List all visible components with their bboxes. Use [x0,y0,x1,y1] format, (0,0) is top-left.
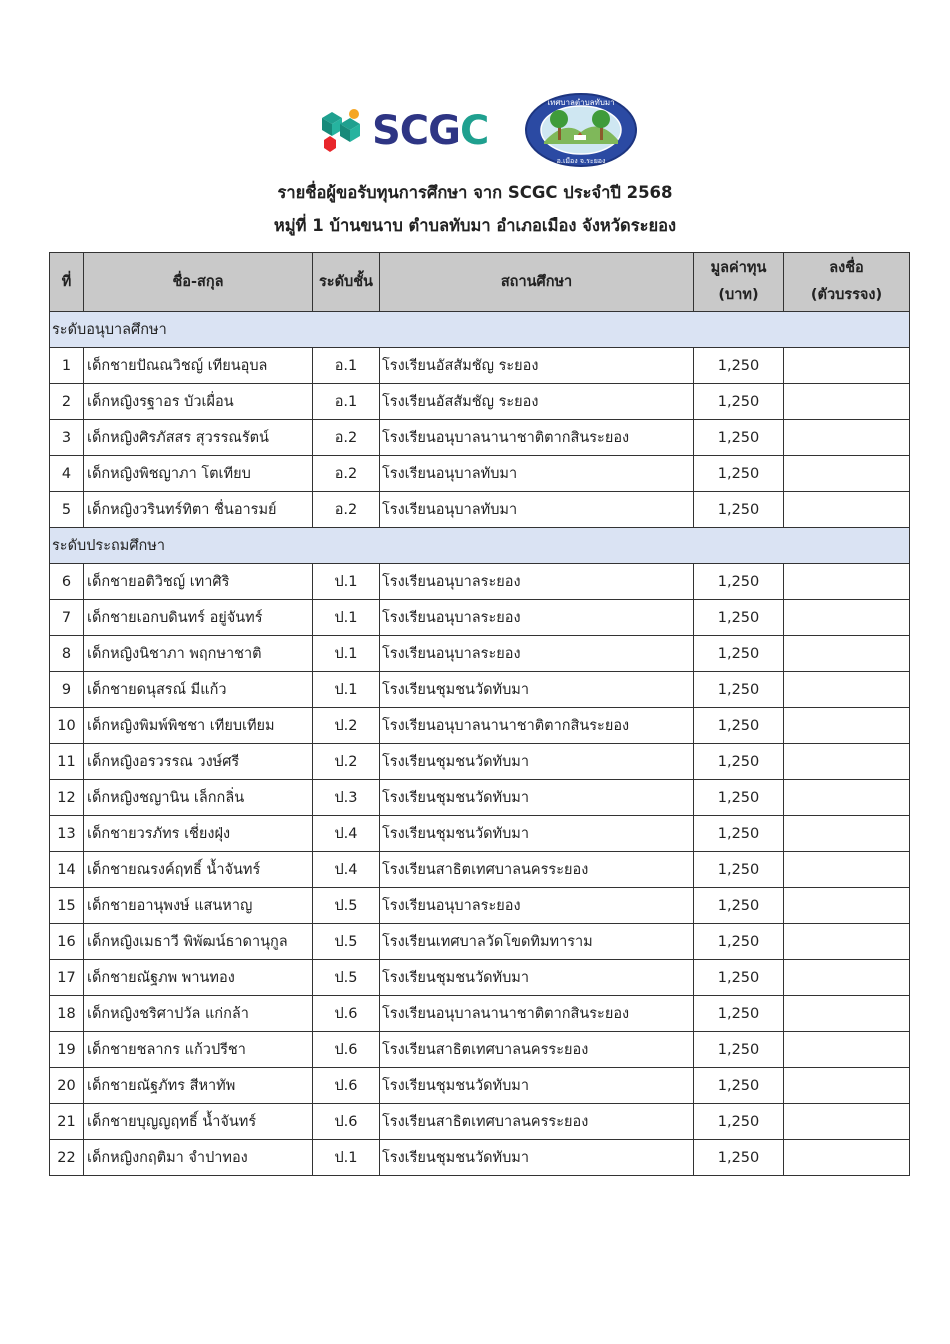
table-row [50,888,910,924]
cell-school: โรงเรียนอนุบาลทับมา [380,456,694,492]
cell-no: 11 [50,744,84,780]
cell-school: โรงเรียนอนุบาลนานาชาติตากสินระยอง [380,420,694,456]
cell-level: ป.6 [313,996,380,1032]
cell-level: ป.2 [313,744,380,780]
cell-level: ป.6 [313,1068,380,1104]
cell-signature-field[interactable] [784,420,910,456]
cell-signature-field[interactable] [784,492,910,528]
table-row [50,960,910,996]
cell-amount: 1,250 [694,636,784,672]
cell-signature-field[interactable] [784,672,910,708]
header-name: ชื่อ-สกุล [84,253,313,312]
cell-name: เด็กชายปัณณวิชญ์ เทียนอุบล [84,348,313,384]
table-row [50,672,910,708]
header-level: ระดับชั้น [313,253,380,312]
table-row [50,744,910,780]
cell-school: โรงเรียนชุมชนวัดทับมา [380,744,694,780]
table-row [50,1104,910,1140]
cell-amount: 1,250 [694,852,784,888]
cell-name: เด็กหญิงวรินทร์ทิตา ชื่นอารมย์ [84,492,313,528]
cell-amount: 1,250 [694,348,784,384]
cell-signature-field[interactable] [784,600,910,636]
table-row [50,708,910,744]
cell-no: 2 [50,384,84,420]
cell-amount: 1,250 [694,960,784,996]
cell-school: โรงเรียนอนุบาลระยอง [380,636,694,672]
cell-name: เด็กชายณรงค์ฤทธิ์ น้ำจันทร์ [84,852,313,888]
cell-signature-field[interactable] [784,744,910,780]
cell-school: โรงเรียนชุมชนวัดทับมา [380,1140,694,1176]
logo-bar [0,92,950,172]
cell-amount: 1,250 [694,672,784,708]
cell-signature-field[interactable] [784,1068,910,1104]
header-amount-line2: (บาท) [718,287,759,303]
table-header-row [50,253,910,312]
cell-no: 1 [50,348,84,384]
cell-no: 5 [50,492,84,528]
cell-no: 4 [50,456,84,492]
scgc-logo-text [372,108,488,154]
cell-signature-field[interactable] [784,1140,910,1176]
cell-amount: 1,250 [694,1140,784,1176]
cell-name: เด็กหญิงพิชญาภา โตเทียบ [84,456,313,492]
section-row [50,312,910,348]
cell-amount: 1,250 [694,708,784,744]
section-label: ระดับอนุบาลศึกษา [50,312,910,348]
cell-name: เด็กชายชลากร แก้วปรีชา [84,1032,313,1068]
table-row [50,348,910,384]
cell-school: โรงเรียนอัสสัมชัญ ระยอง [380,348,694,384]
cell-school: โรงเรียนชุมชนวัดทับมา [380,1068,694,1104]
document-subtitle: หมู่ที่ 1 บ้านขนาบ ตำบลทับมา อำเภอเมือง จังหวัดระยอง [273,216,677,235]
cell-level: ป.2 [313,708,380,744]
cell-signature-field[interactable] [784,384,910,420]
cell-amount: 1,250 [694,420,784,456]
cell-school: โรงเรียนเทศบาลวัดโขดทิมทาราม [380,924,694,960]
cell-name: เด็กหญิงศิรภัสสร สุวรรณรัตน์ [84,420,313,456]
cell-level: ป.3 [313,780,380,816]
cell-level: อ.1 [313,384,380,420]
table-row [50,456,910,492]
cell-no: 7 [50,600,84,636]
cell-name: เด็กหญิงชริศาปวัล แก่กล้า [84,996,313,1032]
scgc-logo [318,106,513,156]
cell-signature-field[interactable] [784,1104,910,1140]
cell-amount: 1,250 [694,744,784,780]
cell-level: ป.1 [313,600,380,636]
cell-no: 19 [50,1032,84,1068]
cell-no: 16 [50,924,84,960]
cell-name: เด็กชายเอกบดินทร์ อยู่จันทร์ [84,600,313,636]
table-row [50,780,910,816]
cell-level: ป.6 [313,1032,380,1068]
cell-name: เด็กชายบุญญฤทธิ์ น้ำจันทร์ [84,1104,313,1140]
cell-signature-field[interactable] [784,348,910,384]
table-row [50,636,910,672]
scgc-logo-text-teal: C [460,108,489,154]
cell-name: เด็กหญิงชญานิน เล็กกลิ่น [84,780,313,816]
cell-level: ป.1 [313,636,380,672]
cell-level: ป.5 [313,960,380,996]
header-signature-line2: (ตัวบรรจง) [810,287,883,303]
cell-no: 13 [50,816,84,852]
cell-signature-field[interactable] [784,924,910,960]
table-row [50,492,910,528]
table-row [50,924,910,960]
cell-level: ป.5 [313,924,380,960]
cell-school: โรงเรียนอนุบาลนานาชาติตากสินระยอง [380,996,694,1032]
cell-school: โรงเรียนสาธิตเทศบาลนครระยอง [380,852,694,888]
cell-name: เด็กชายณัฐภพ พานทอง [84,960,313,996]
cell-name: เด็กหญิงรฐาอร บัวเผื่อน [84,384,313,420]
scholarship-table [49,252,910,1176]
cell-no: 10 [50,708,84,744]
cell-level: อ.1 [313,348,380,384]
header-amount [694,253,784,312]
section-label: ระดับประถมศึกษา [50,528,910,564]
cell-level: อ.2 [313,492,380,528]
cell-amount: 1,250 [694,1068,784,1104]
cell-no: 15 [50,888,84,924]
cell-school: โรงเรียนอนุบาลระยอง [380,564,694,600]
cell-amount: 1,250 [694,924,784,960]
cell-level: ป.1 [313,672,380,708]
cell-school: โรงเรียนอนุบาลระยอง [380,888,694,924]
cell-amount: 1,250 [694,1104,784,1140]
cell-amount: 1,250 [694,600,784,636]
cell-no: 17 [50,960,84,996]
table-row [50,1032,910,1068]
cell-no: 20 [50,1068,84,1104]
cell-level: ป.6 [313,1104,380,1140]
cell-signature-field[interactable] [784,708,910,744]
cell-amount: 1,250 [694,492,784,528]
cell-school: โรงเรียนอนุบาลทับมา [380,492,694,528]
cell-name: เด็กหญิงพิมพ์พิชชา เทียบเทียม [84,708,313,744]
seal-bottom-text: อ.เมือง จ.ระยอง [556,157,606,165]
cell-level: ป.1 [313,1140,380,1176]
document-title: รายชื่อผู้ขอรับทุนการศึกษา จาก SCGC ประจำปี 2568 [277,183,673,202]
cell-no: 14 [50,852,84,888]
cell-no: 9 [50,672,84,708]
cell-name: เด็กชายวรภัทร เชี่ยงฝุ่ง [84,816,313,852]
cell-signature-field[interactable] [784,1032,910,1068]
cell-amount: 1,250 [694,996,784,1032]
cell-amount: 1,250 [694,384,784,420]
table-row [50,600,910,636]
cell-level: ป.4 [313,852,380,888]
cell-amount: 1,250 [694,780,784,816]
header-signature-line1: ลงชื่อ [829,260,864,276]
cell-signature-field[interactable] [784,960,910,996]
scgc-logo-mark-icon [318,106,370,156]
cell-no: 18 [50,996,84,1032]
seal-top-text: เทศบาลตำบลทับมา [547,98,615,107]
cell-name: เด็กชายดนุสรณ์ มีแก้ว [84,672,313,708]
cell-no: 3 [50,420,84,456]
cell-signature-field[interactable] [784,816,910,852]
table-row [50,564,910,600]
cell-no: 12 [50,780,84,816]
cell-amount: 1,250 [694,1032,784,1068]
table-row [50,420,910,456]
header-no: ที่ [50,253,84,312]
cell-school: โรงเรียนอนุบาลนานาชาติตากสินระยอง [380,708,694,744]
header-school: สถานศึกษา [380,253,694,312]
cell-name: เด็กชายอติวิชญ์ เทาศิริ [84,564,313,600]
cell-name: เด็กหญิงอรวรรณ วงษ์ศรี [84,744,313,780]
cell-amount: 1,250 [694,888,784,924]
cell-name: เด็กหญิงนิชาภา พฤกษาชาติ [84,636,313,672]
cell-no: 8 [50,636,84,672]
table-row [50,1068,910,1104]
cell-name: เด็กหญิงเมธาวี พิพัฒน์ธาดานุกูล [84,924,313,960]
cell-school: โรงเรียนชุมชนวัดทับมา [380,672,694,708]
cell-level: ป.4 [313,816,380,852]
municipality-seal-icon [524,92,638,168]
cell-school: โรงเรียนชุมชนวัดทับมา [380,816,694,852]
cell-level: อ.2 [313,420,380,456]
cell-level: อ.2 [313,456,380,492]
cell-no: 21 [50,1104,84,1140]
cell-amount: 1,250 [694,456,784,492]
table-row [50,852,910,888]
cell-amount: 1,250 [694,816,784,852]
table-row [50,816,910,852]
cell-school: โรงเรียนอัสสัมชัญ ระยอง [380,384,694,420]
cell-signature-field[interactable] [784,456,910,492]
table-row [50,1140,910,1176]
cell-amount: 1,250 [694,564,784,600]
cell-name: เด็กชายณัฐภัทร สีหาทัพ [84,1068,313,1104]
scgc-logo-text-blue: SCG [372,108,460,154]
cell-level: ป.5 [313,888,380,924]
cell-school: โรงเรียนสาธิตเทศบาลนครระยอง [380,1032,694,1068]
cell-no: 22 [50,1140,84,1176]
section-row [50,528,910,564]
cell-school: โรงเรียนชุมชนวัดทับมา [380,960,694,996]
table-row [50,996,910,1032]
cell-signature-field[interactable] [784,636,910,672]
cell-school: โรงเรียนชุมชนวัดทับมา [380,780,694,816]
cell-signature-field[interactable] [784,780,910,816]
cell-signature-field[interactable] [784,888,910,924]
header-amount-line1: มูลค่าทุน [710,260,767,276]
cell-signature-field[interactable] [784,852,910,888]
cell-level: ป.1 [313,564,380,600]
cell-name: เด็กหญิงกฤติมา จำปาทอง [84,1140,313,1176]
cell-name: เด็กชายอานุพงษ์ แสนหาญ [84,888,313,924]
cell-signature-field[interactable] [784,996,910,1032]
cell-school: โรงเรียนสาธิตเทศบาลนครระยอง [380,1104,694,1140]
table-row [50,384,910,420]
header-signature [784,253,910,312]
cell-signature-field[interactable] [784,564,910,600]
cell-no: 6 [50,564,84,600]
cell-school: โรงเรียนอนุบาลระยอง [380,600,694,636]
